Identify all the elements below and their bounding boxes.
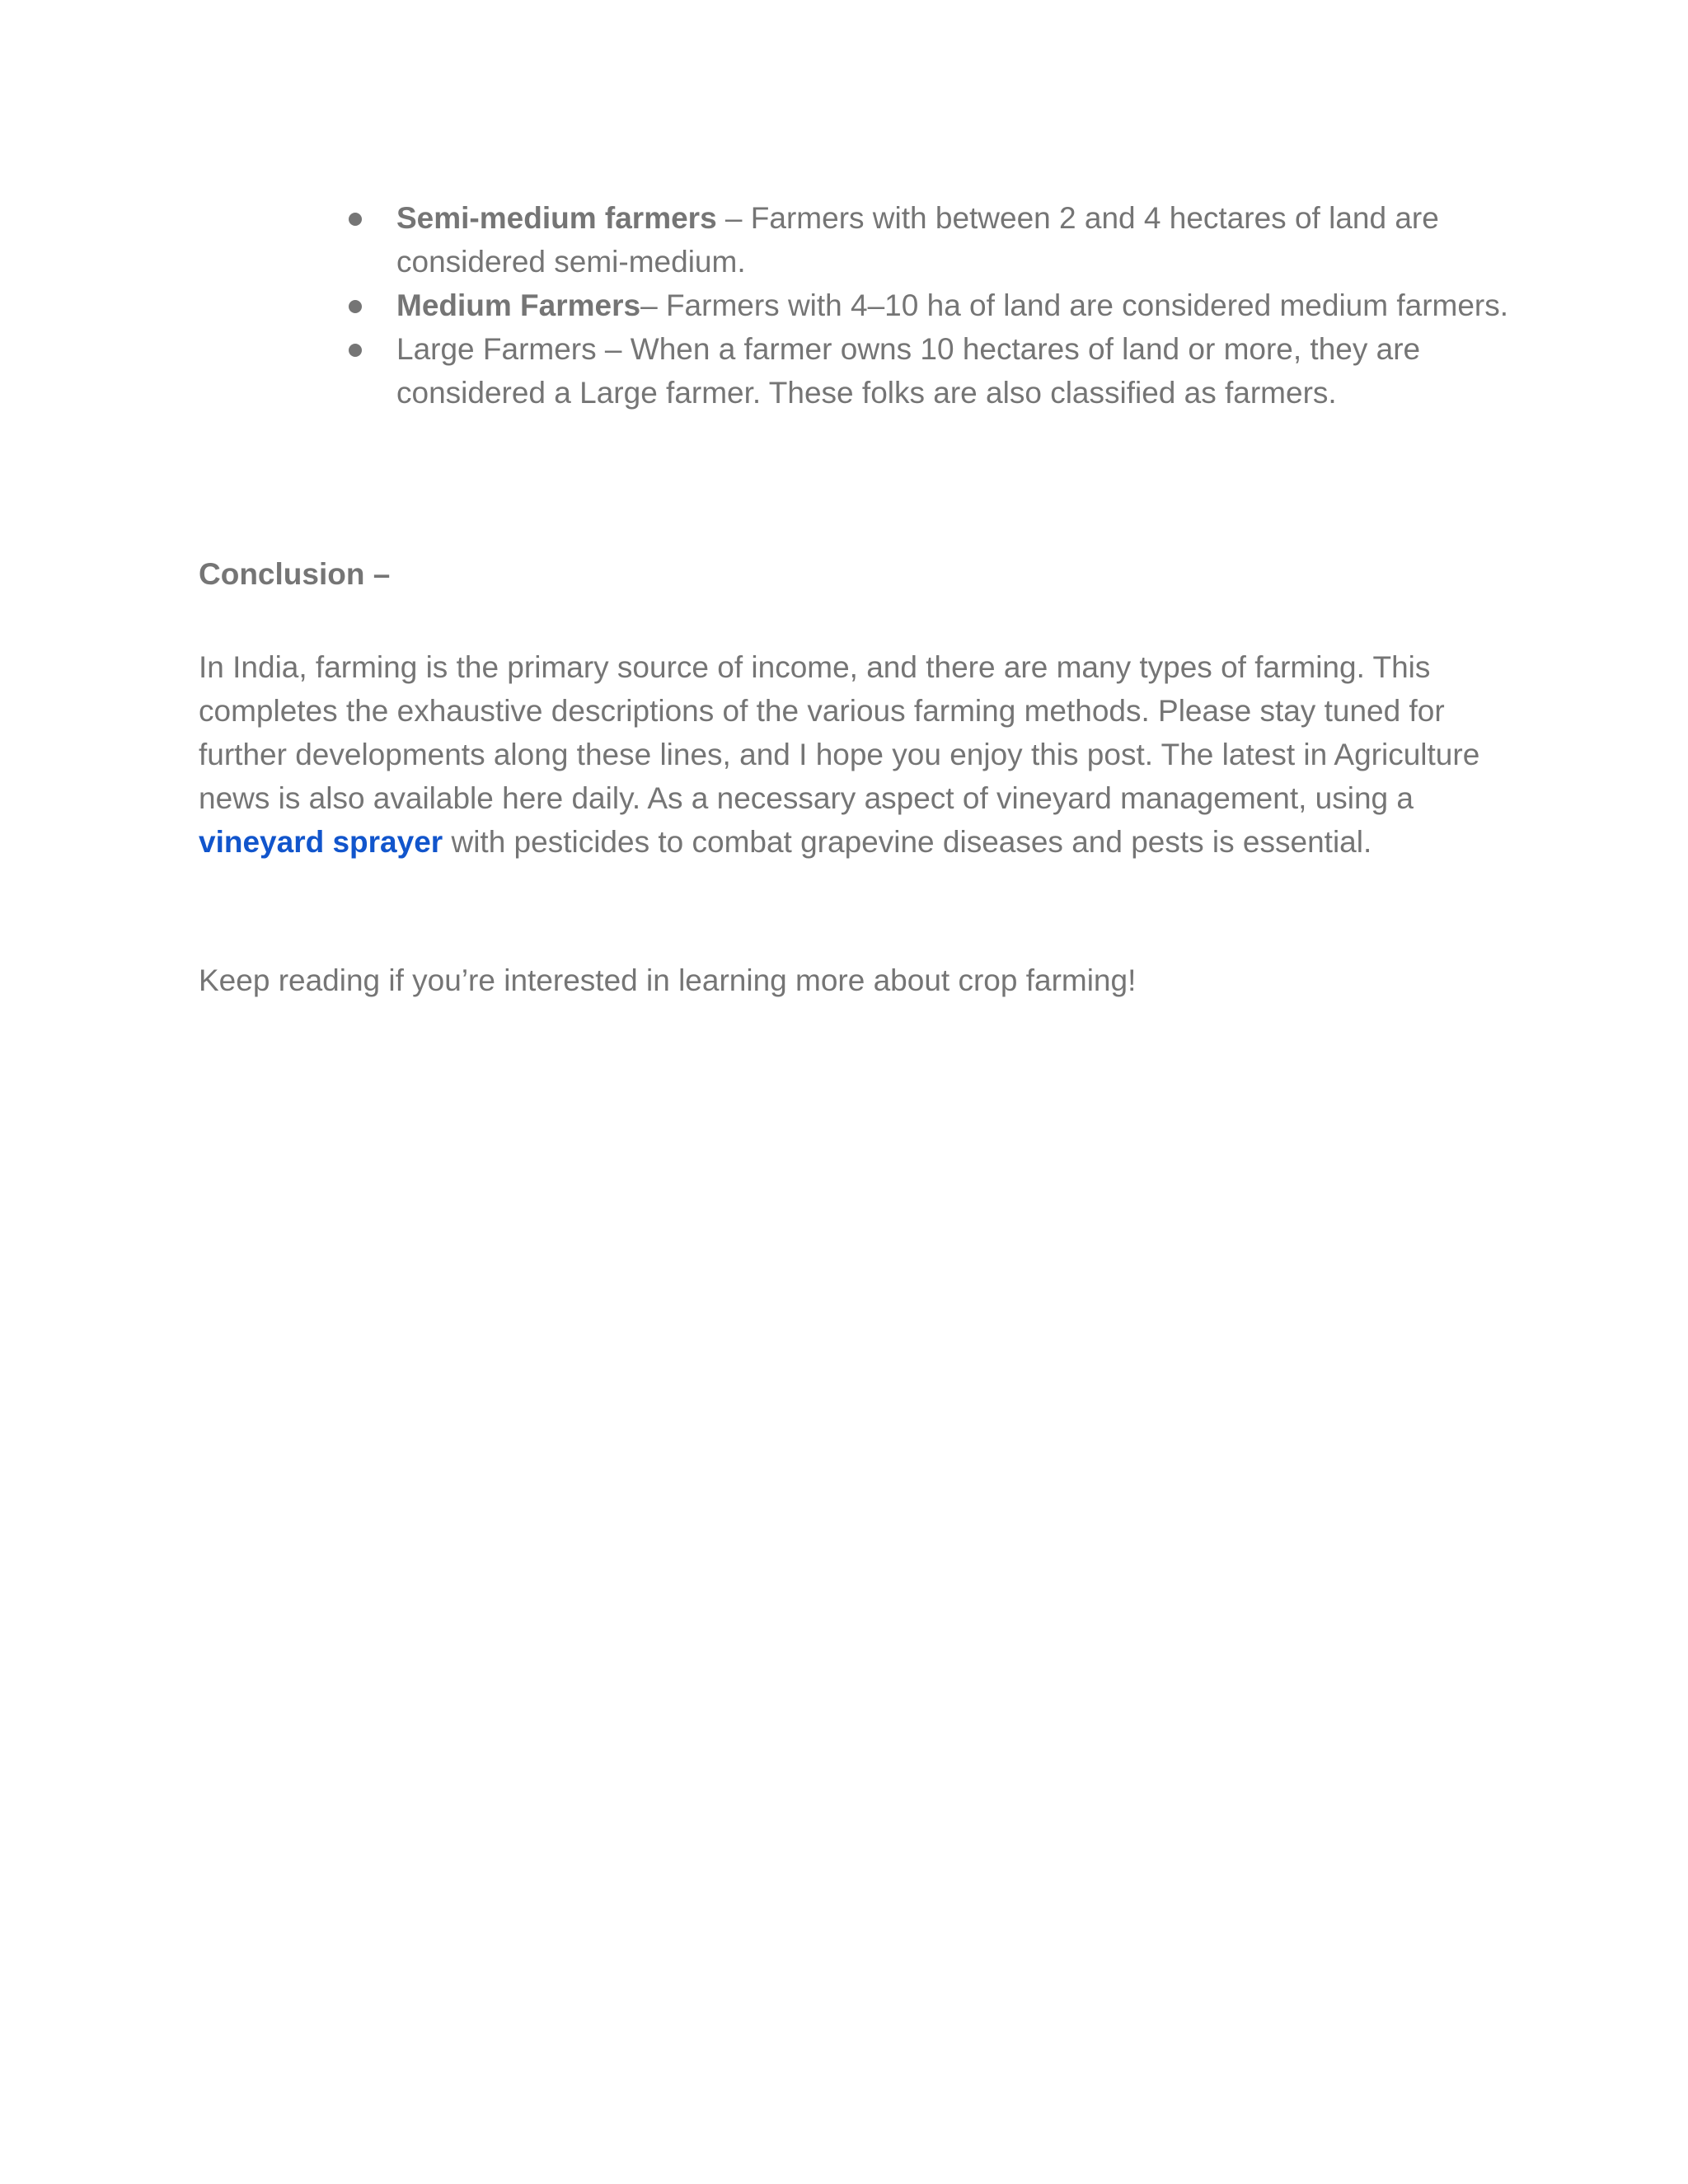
conclusion-text-after-link: with pesticides to combat grapevine diseases and pests is essential. [443, 825, 1372, 859]
bullet-icon [349, 344, 362, 357]
list-item-description: Large Farmers – When a farmer owns 10 hectares of land or more, they are considered a Large farmer. These folks are also classified as farmers. [396, 332, 1421, 410]
closing-paragraph: Keep reading if you’re interested in learning more about crop farming! [199, 963, 1137, 997]
conclusion-heading: Conclusion – [199, 557, 391, 591]
list-item-medium-farmers [346, 284, 1517, 327]
list-item-semi-medium-farmers [346, 196, 1517, 284]
farmer-category-list [346, 196, 1517, 415]
conclusion-paragraph [199, 645, 1517, 864]
conclusion-text-before-link: In India, farming is the primary source of income, and there are many types of farming. This completes the exhaustive descriptions of the various farming methods. Please stay tuned for further developments along these lines, and I hope you enjoy this post. The latest in Agriculture news is also available here daily. As a necessary aspect of vineyard management, using a [199, 650, 1480, 815]
list-item-description: – Farmers with between 2 and 4 hectares of land are considered semi-medium. [396, 201, 1439, 279]
vineyard-sprayer-link[interactable]: vineyard sprayer [199, 825, 443, 859]
list-item-large-farmers [346, 327, 1517, 415]
bullet-icon [349, 300, 362, 313]
bullet-icon [349, 213, 362, 226]
list-item-term: Semi-medium farmers [396, 201, 717, 235]
list-item-description: – Farmers with 4–10 ha of land are considered medium farmers. [640, 288, 1509, 322]
list-item-term: Medium Farmers [396, 288, 641, 322]
